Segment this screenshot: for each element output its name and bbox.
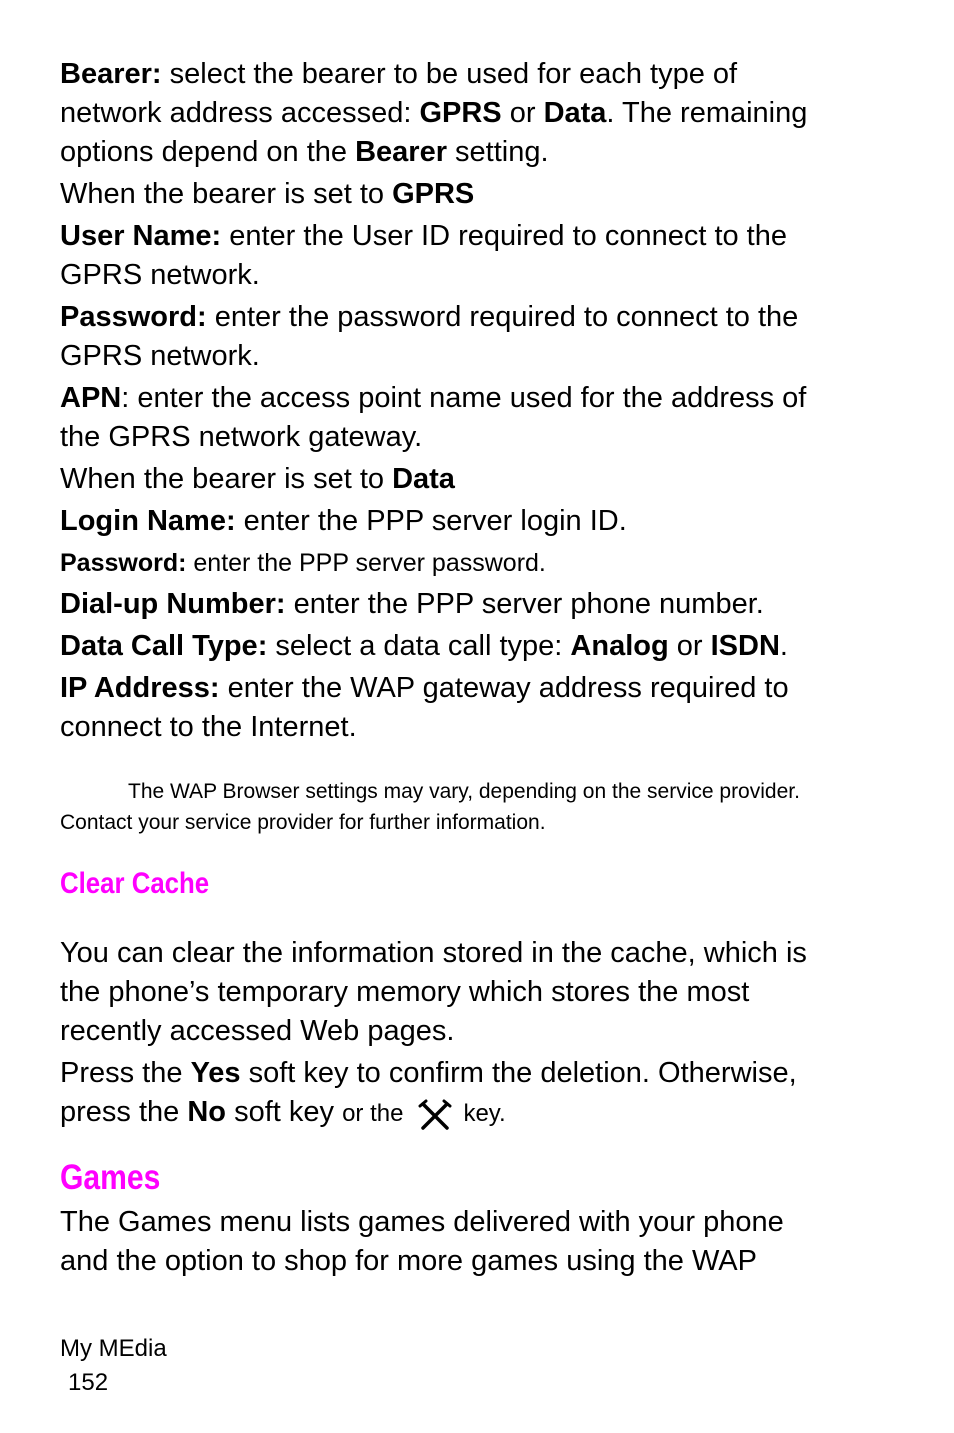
data-intro: When the bearer is set to Data xyxy=(60,463,455,495)
dialup-number: Dial-up Number: enter the PPP server phone number. xyxy=(60,588,764,620)
games-line-1: The Games menu lists games delivered with your phone xyxy=(60,1206,784,1238)
confirm-line-2: press the No soft key or the key. xyxy=(60,1096,506,1133)
login-name: Login Name: enter the PPP server login ID. xyxy=(60,505,627,537)
clear-cache-para-line-1: You can clear the information stored in the cache, which is xyxy=(60,937,807,969)
apn-line-1: APN: enter the access point name used for the address of xyxy=(60,382,807,414)
footer-section: My MEdia xyxy=(60,1335,167,1362)
bearer-line-1: Bearer: select the bearer to be used for each type of xyxy=(60,58,738,90)
clear-cache-para-line-3: recently accessed Web pages. xyxy=(60,1015,455,1047)
bearer-line-2: network address accessed: GPRS or Data. The remaining xyxy=(60,97,808,129)
ip-address-line-1: IP Address: enter the WAP gateway address required to xyxy=(60,672,789,704)
password-gprs-line-1: Password: enter the password required to connect to the xyxy=(60,301,799,333)
footer-page-number: 152 xyxy=(68,1369,109,1396)
end-key-icon xyxy=(417,1097,453,1133)
apn-line-2: the GPRS network gateway. xyxy=(60,421,423,453)
clear-cache-heading: Clear Cache xyxy=(60,867,210,900)
password-gprs-line-2: GPRS network. xyxy=(60,340,260,372)
ip-address-line-2: connect to the Internet. xyxy=(60,711,357,743)
note-line-1: The WAP Browser settings may vary, depending on the service provider. xyxy=(128,780,800,803)
gprs-intro: When the bearer is set to GPRS xyxy=(60,178,475,210)
bearer-line-3: options depend on the Bearer setting. xyxy=(60,136,549,168)
games-heading: Games xyxy=(60,1158,161,1197)
user-name-line-2: GPRS network. xyxy=(60,259,260,291)
user-name-line-1: User Name: enter the User ID required to connect to the xyxy=(60,220,787,252)
games-line-2: and the option to shop for more games using the WAP xyxy=(60,1245,757,1277)
note-line-2: Contact your service provider for further information. xyxy=(60,811,546,834)
clear-cache-para-line-2: the phone’s temporary memory which stores the most xyxy=(60,976,750,1008)
confirm-line-1: Press the Yes soft key to confirm the deletion. Otherwise, xyxy=(60,1057,797,1089)
password-data: Password: enter the PPP server password. xyxy=(60,549,546,577)
data-call-type: Data Call Type: select a data call type: Analog or ISDN. xyxy=(60,630,788,662)
